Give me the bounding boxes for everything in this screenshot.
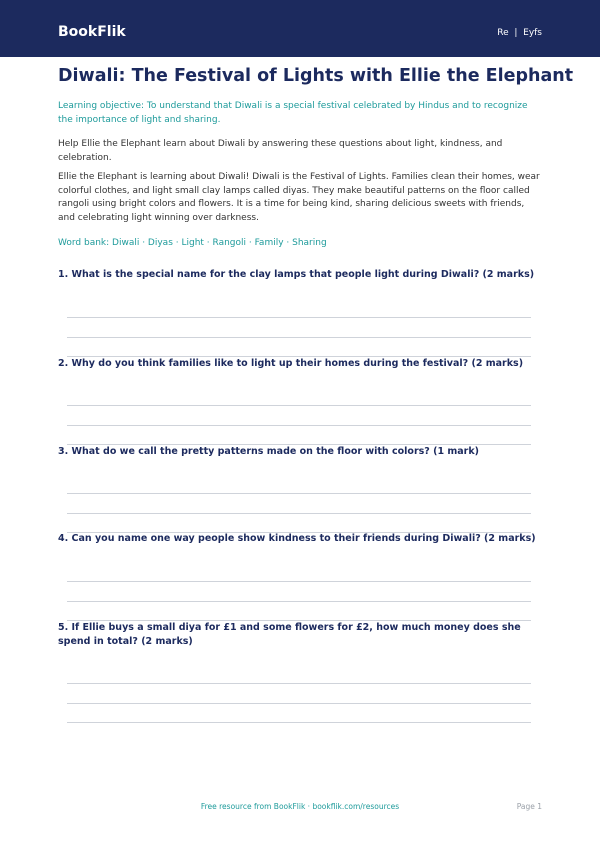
learning-objective: Learning objective: To understand that Diwali is a special festival celebrated by Hindus and to recognize the importance of light and sharing. — [58, 101, 528, 125]
question-1: 1. What is the special name for the clay lamps that people light during Diwali? (2 marks) — [58, 269, 535, 280]
answer-line[interactable] — [67, 317, 531, 318]
answer-line[interactable] — [67, 683, 531, 684]
question-5: 5. If Ellie buys a small diya for £1 and some flowers for £2, how much money does she spend in total? (2 marks) — [58, 622, 521, 647]
question-3: 3. What do we call the pretty patterns made on the floor with colors? (1 mark) — [58, 446, 480, 457]
answer-line[interactable] — [67, 581, 531, 582]
subject-level-label: Re | Eyfs — [497, 28, 542, 38]
question-2: 2. Why do you think families like to light up their homes during the festival? (2 marks) — [58, 358, 524, 369]
word-bank: Word bank: Diwali · Diyas · Light · Rangoli · Family · Sharing — [58, 238, 327, 248]
question-4: 4. Can you name one way people show kindness to their friends during Diwali? (2 marks) — [58, 533, 536, 544]
worksheet-title: Diwali: The Festival of Lights with Ellie the Elephant — [58, 66, 574, 86]
brand-logo-text[interactable]: BookFlik — [58, 24, 126, 40]
page-number: Page 1 — [516, 802, 542, 811]
answer-line[interactable] — [67, 425, 531, 426]
answer-line[interactable] — [67, 405, 531, 406]
footer-link[interactable]: Free resource from BookFlik · bookflik.com/resources — [200, 802, 400, 811]
answer-line[interactable] — [67, 513, 531, 514]
answer-line[interactable] — [67, 722, 531, 723]
answer-line[interactable] — [67, 703, 531, 704]
intro-text: Help Ellie the Elephant learn about Diwali by answering these questions about light, kindness, and celebration. — [58, 139, 503, 163]
story-paragraph: Ellie the Elephant is learning about Diwali! Diwali is the Festival of Lights. Families clean their homes, wear colorful clothes, and light small clay lamps called diyas. They make beautiful patterns on the floor called rangoli using bright colors and flowers. It is a time for being kind, sharing delicious sweets with friends, and celebrating light winning over darkness. — [58, 172, 540, 223]
answer-line[interactable] — [67, 493, 531, 494]
header-bar — [0, 0, 600, 57]
answer-line[interactable] — [67, 337, 531, 338]
answer-line[interactable] — [67, 601, 531, 602]
